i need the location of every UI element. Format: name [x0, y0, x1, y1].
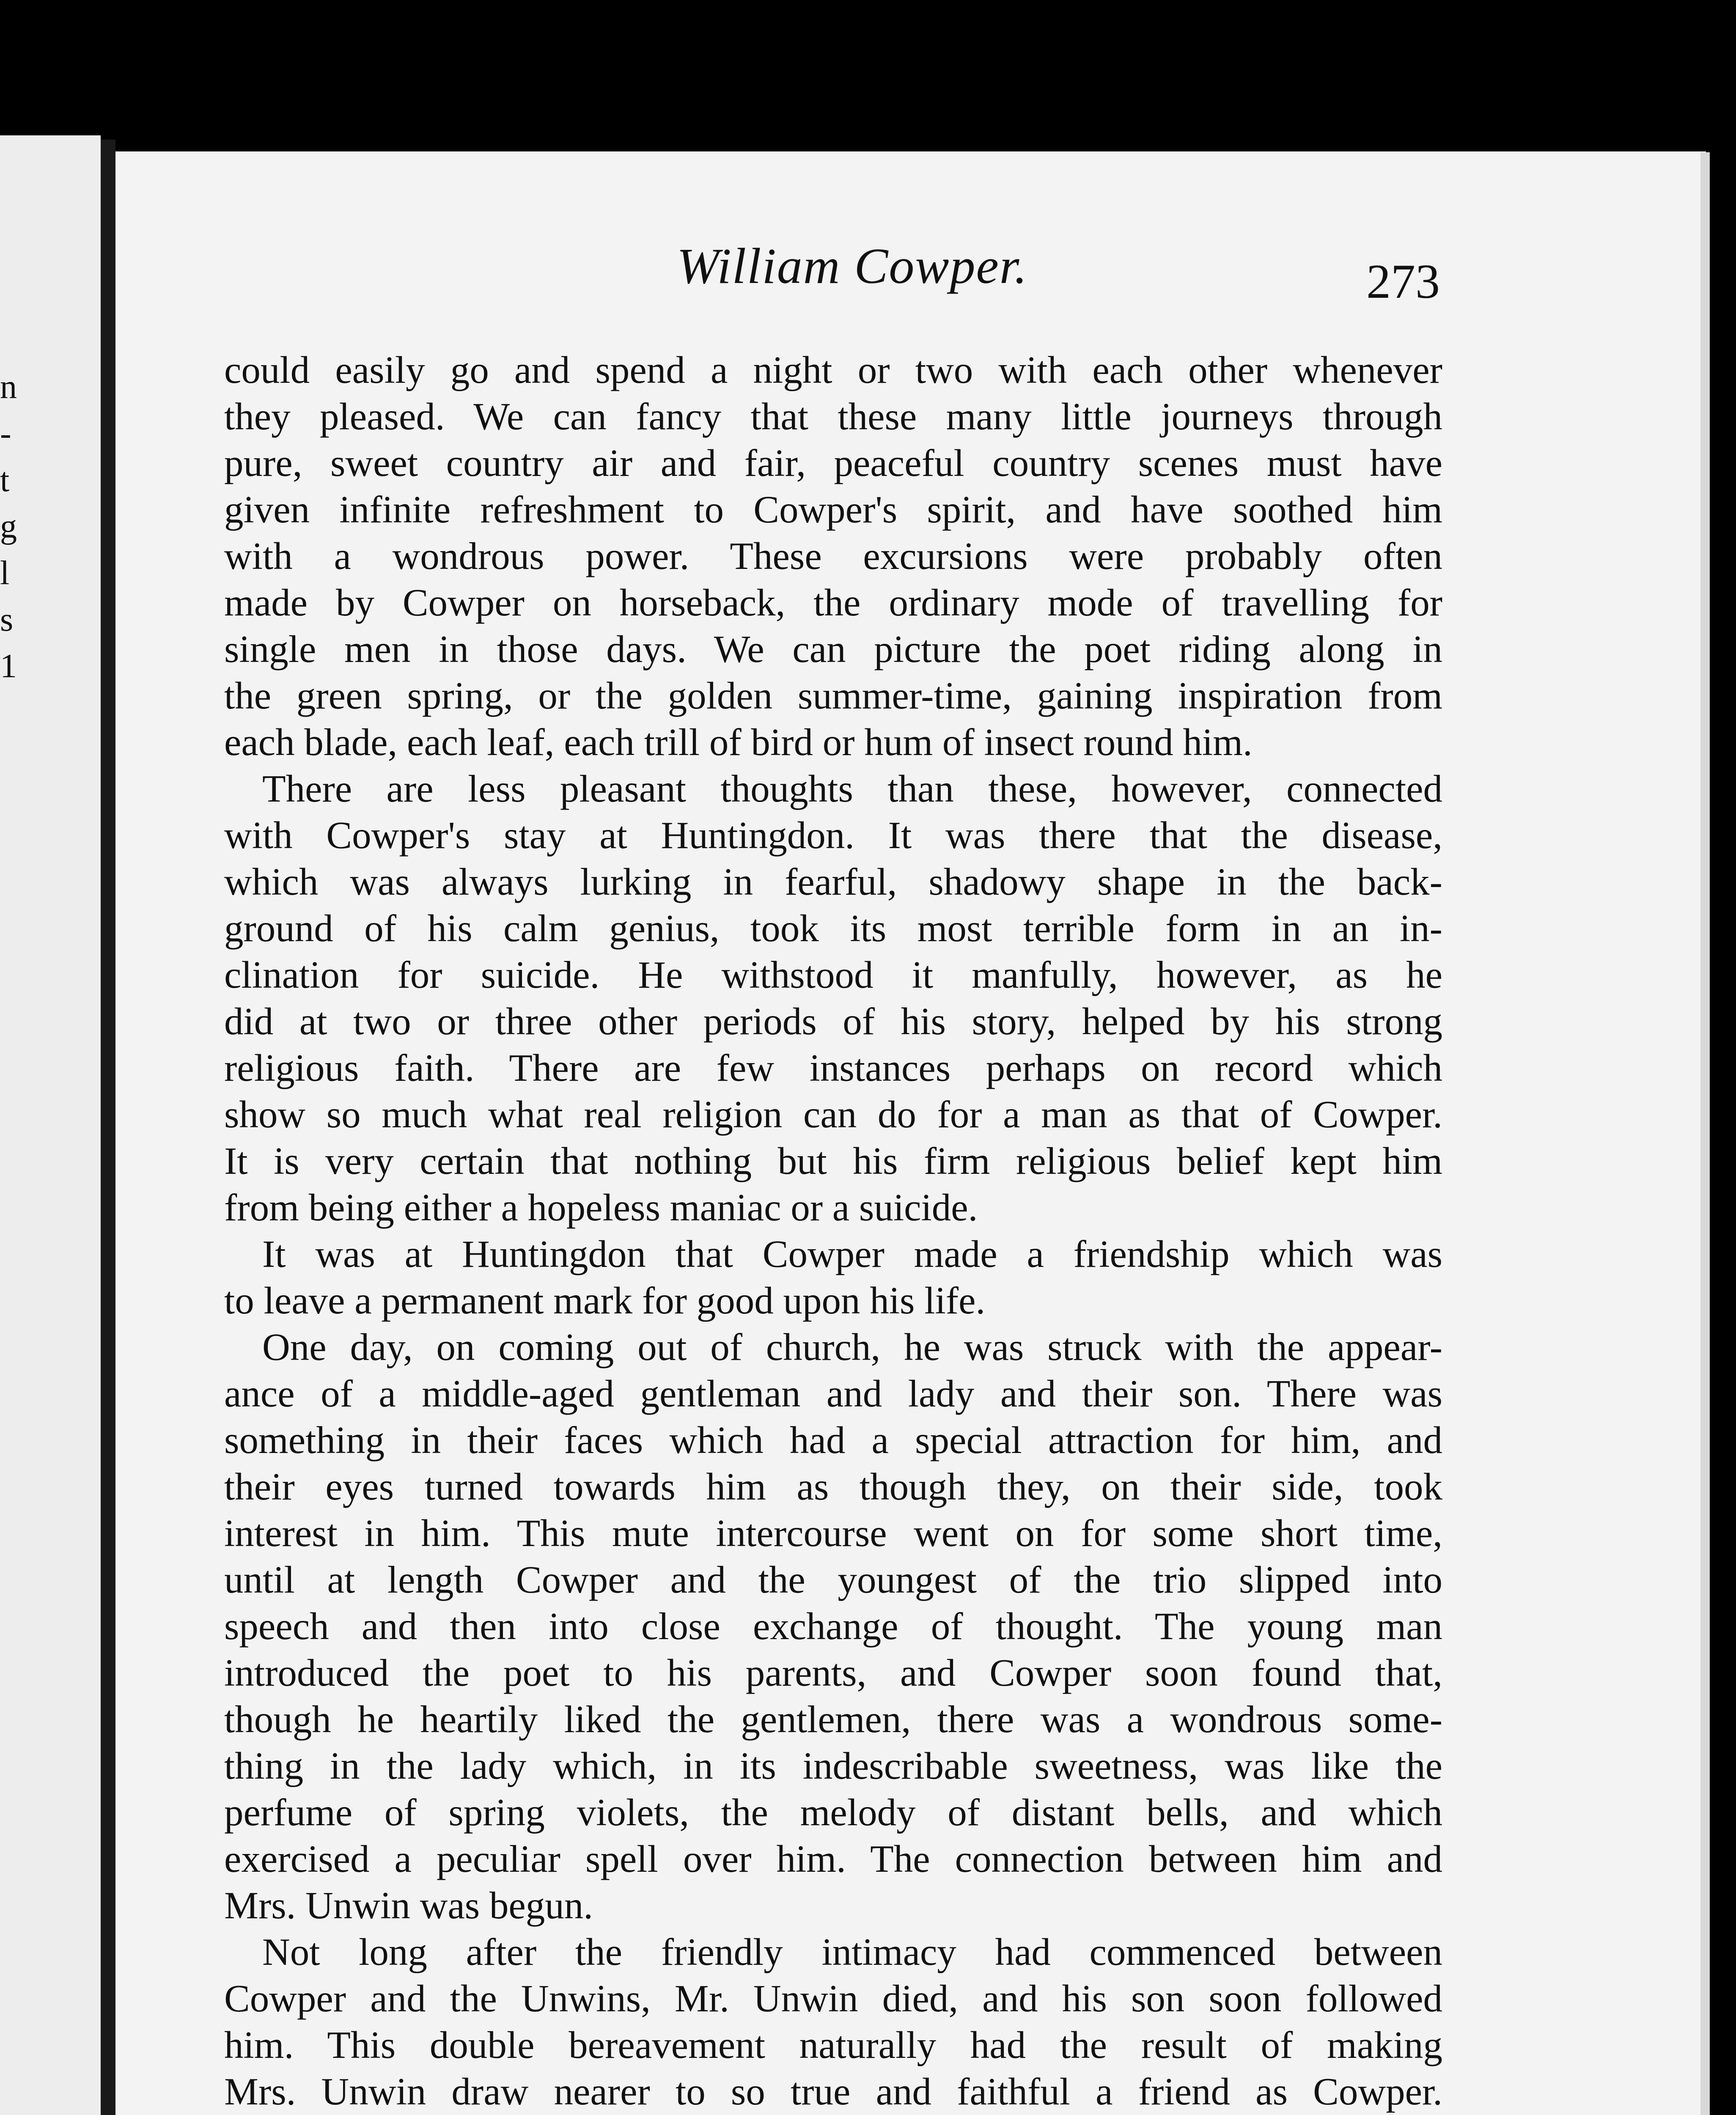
text-line: to leave a permanent mark for good upon his life. [224, 1279, 986, 1322]
text-line: with a wondrous power. These excursions were probably often [224, 535, 1442, 577]
text-line: until at length Cowper and the youngest of the trio slipped into [224, 1558, 1442, 1601]
page-number: 273 [1366, 255, 1440, 309]
text-line: ance of a middle-aged gentleman and lady and their son. There was [224, 1372, 1442, 1415]
text-line: made by Cowper on horseback, the ordinary mode of travelling for [224, 581, 1442, 624]
text-line: pure, sweet country air and fair, peaceful country scenes must have [224, 442, 1442, 484]
text-line: him. This double bereavement naturally had the result of making [224, 2024, 1442, 2066]
text-line: the green spring, or the golden summer-time, gaining inspiration from [224, 674, 1442, 717]
text-line: their eyes turned towards him as though they, on their side, took [224, 1465, 1442, 1508]
paragraph [224, 347, 1442, 766]
text-line: There are less pleasant thoughts than these, however, connected [262, 767, 1442, 810]
text-line: religious faith. There are few instances perhaps on record which [224, 1047, 1442, 1089]
text-line: ground of his calm genius, took its most terrible form in an in- [224, 907, 1442, 950]
facing-page-text-fragments [0, 364, 17, 689]
text-line: given infinite refreshment to Cowper's spirit, and have soothed him [224, 488, 1442, 531]
facing-page-fragment: n [0, 368, 17, 406]
text-line: It was at Huntingdon that Cowper made a friendship which was [262, 1233, 1442, 1275]
text-line: speech and then into close exchange of thought. The young man [224, 1605, 1442, 1648]
text-line: though he heartily liked the gentlemen, there was a wondrous some- [224, 1698, 1442, 1741]
facing-page-fragment: 1 [0, 648, 17, 685]
text-line: each blade, each leaf, each trill of bird or hum of insect round him. [224, 721, 1253, 764]
text-line: introduced the poet to his parents, and Cowper soon found that, [224, 1651, 1442, 1694]
text-line: something in their faces which had a special attraction for him, and [224, 1419, 1442, 1461]
text-line: Mrs. Unwin was begun. [224, 1884, 593, 1927]
page-edge [1700, 152, 1710, 2115]
text-line: It is very certain that nothing but his firm religious belief kept him [224, 1140, 1442, 1182]
text-line: show so much what real religion can do for a man as that of Cowper. [224, 1093, 1442, 1136]
text-line: Cowper and the Unwins, Mr. Unwin died, and his son soon followed [224, 1977, 1442, 2020]
book-gutter [101, 140, 115, 2115]
text-line: clination for suicide. He withstood it manfully, however, as he [224, 953, 1442, 996]
text-line: did at two or three other periods of his story, helped by his strong [224, 1000, 1442, 1043]
facing-page-fragment: s [0, 601, 14, 638]
text-line: thing in the lady which, in its indescribable sweetness, was like the [224, 1744, 1442, 1787]
text-line: single men in those days. We can picture the poet riding along in [224, 628, 1442, 670]
paragraph [224, 1929, 1442, 2115]
text-line: interest in him. This mute intercourse went on for some short time, [224, 1512, 1442, 1555]
text-line: Mrs. Unwin draw nearer to so true and faithful a friend as Cowper. [224, 2070, 1442, 2113]
facing-page-fragment: l [0, 555, 10, 592]
facing-page [0, 135, 101, 2115]
facing-page-fragment: t [0, 461, 10, 499]
paragraph [224, 766, 1442, 1231]
paragraph [224, 1231, 1442, 1324]
running-head: William Cowper. [677, 238, 1028, 294]
text-line: could easily go and spend a night or two with each other whenever [224, 349, 1442, 391]
text-line: they pleased. We can fancy that these many little journeys through [224, 395, 1442, 438]
text-line: exercised a peculiar spell over him. The connection between him and [224, 1838, 1442, 1880]
text-line: One day, on coming out of church, he was struck with the appear- [262, 1326, 1442, 1368]
text-line: which was always lurking in fearful, shadowy shape in the back- [224, 860, 1442, 903]
text-line: with Cowper's stay at Huntingdon. It was there that the disease, [224, 814, 1442, 857]
text-line: from being either a hopeless maniac or a suicide. [224, 1186, 978, 1229]
facing-page-fragment: g [0, 508, 17, 545]
facing-page-fragment: - [0, 415, 11, 452]
text-line: Not long after the friendly intimacy had commenced between [262, 1931, 1442, 1973]
text-line: perfume of spring violets, the melody of distant bells, and which [224, 1791, 1442, 1834]
paragraph [224, 1324, 1442, 1929]
body-text [224, 347, 1442, 2115]
